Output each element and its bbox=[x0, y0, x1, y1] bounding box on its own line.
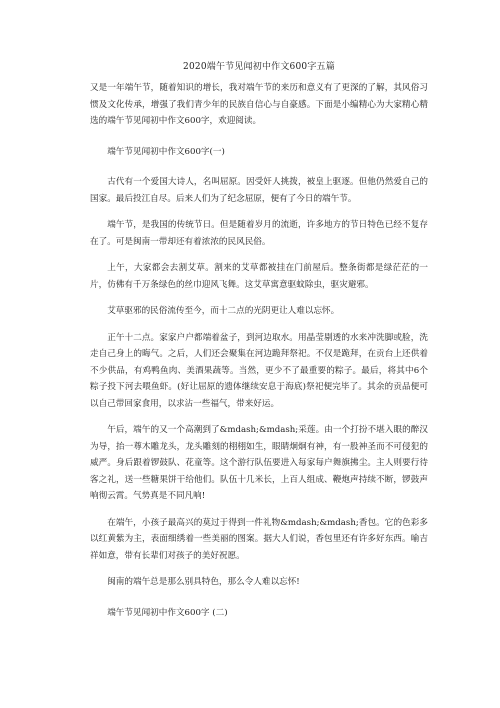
spacer bbox=[90, 412, 428, 422]
spacer bbox=[90, 160, 428, 174]
spacer bbox=[90, 250, 428, 260]
spacer bbox=[90, 591, 428, 605]
paragraph: 正午十二点。家家户户都端着盆子，到河边取水。用晶莹剔透的水来冲洗脚或脸，洗走自己身上的晦气。之后，人们还会聚集在河边跪拜祭祀。不仅是跪拜，在贡台上还供着不少供品，有鸡鸭鱼肉、美酒果蔬等。当然，更少不了最重要的粽子。最后，将其中6个粽子投下河去喂鱼虾。(好让屈原的遗体继续安息于海底)祭祀便完毕了。其余的贡品便可以自己带回家食用，以求沾一些福气，带来好运。 bbox=[90, 332, 428, 409]
paragraph: 上午，大家都会去割艾草。割来的艾草都被挂在门前屋后。整条街都是绿茫茫的一片，仿佛有千万条绿色的丝巾迎风飞舞。这艾草寓意驱蚊除虫，驱灾避邪。 bbox=[90, 263, 428, 290]
section-heading-2: 端午节见闻初中作文600字 (二) bbox=[107, 607, 228, 618]
spacer bbox=[90, 293, 428, 303]
spacer bbox=[90, 564, 428, 574]
spacer bbox=[90, 505, 428, 515]
intro-paragraph: 又是一年端午节，随着知识的增长，我对端午节的来历和意义有了更深的了解，其风俗习惯及文化传承，增强了我们青少年的民族自信心与自豪感。下面是小编精心为大家精心精选的端午节见闻初中作文600字，欢迎阅读。 bbox=[90, 83, 428, 126]
spacer bbox=[90, 130, 428, 144]
paragraph: 端午节，是我国的传统节日。但是随着岁月的流逝，许多地方的节日特色已经不复存在了。可是闽南一带却还有着浓浓的民风民俗。 bbox=[90, 220, 428, 247]
paragraph: 艾草驱邪的民俗流传至今，而十二点的光阴更让人难以忘怀。 bbox=[107, 306, 340, 316]
document-title: 2020端午节见闻初中作文600字五篇 bbox=[183, 62, 335, 72]
paragraph: 在端午，小孩子最高兴的莫过于得到一件礼物&mdash;&mdash;香包。它的色彩多以红黄紫为主，表面细绣着一些美丽的图案。据大人们说，香包里还有许多好东西。喻吉祥如意，带有长辈们对孩子的美好祝愿。 bbox=[90, 517, 428, 561]
paragraph: 闽南的端午总是那么别具特色，那么令人难以忘怀! bbox=[107, 577, 300, 587]
section-heading-1: 端午节见闻初中作文600字(一) bbox=[107, 146, 225, 157]
paragraph: 午后，端午的又一个高潮到了&mdash;&mdash;采莲。由一个打扮不堪入眼的醉汉为导，抬一尊木雕龙头，龙头雕刻的栩栩如生，眼睛炯炯有神，有一股神圣而不可侵犯的威严。身后跟着锣鼓队、花童等。这个游行队伍要进入每家每户舞旗拂尘。主人则要行待客之礼，送一些糖果饼干给他们。队伍十几米长，上百人组成、鞭炮声持续不断，锣鼓声响彻云霄。气势真是不同凡响! bbox=[90, 425, 428, 501]
spacer bbox=[90, 207, 428, 217]
paragraph: 古代有一个爱国大诗人，名叫屈原。因受奸人挑拨，被皇上驱逐。但他仍然爱自己的国家。最后投江自尽。后来人们为了纪念屈原，便有了今日的端午节。 bbox=[90, 177, 428, 204]
spacer bbox=[90, 320, 428, 330]
